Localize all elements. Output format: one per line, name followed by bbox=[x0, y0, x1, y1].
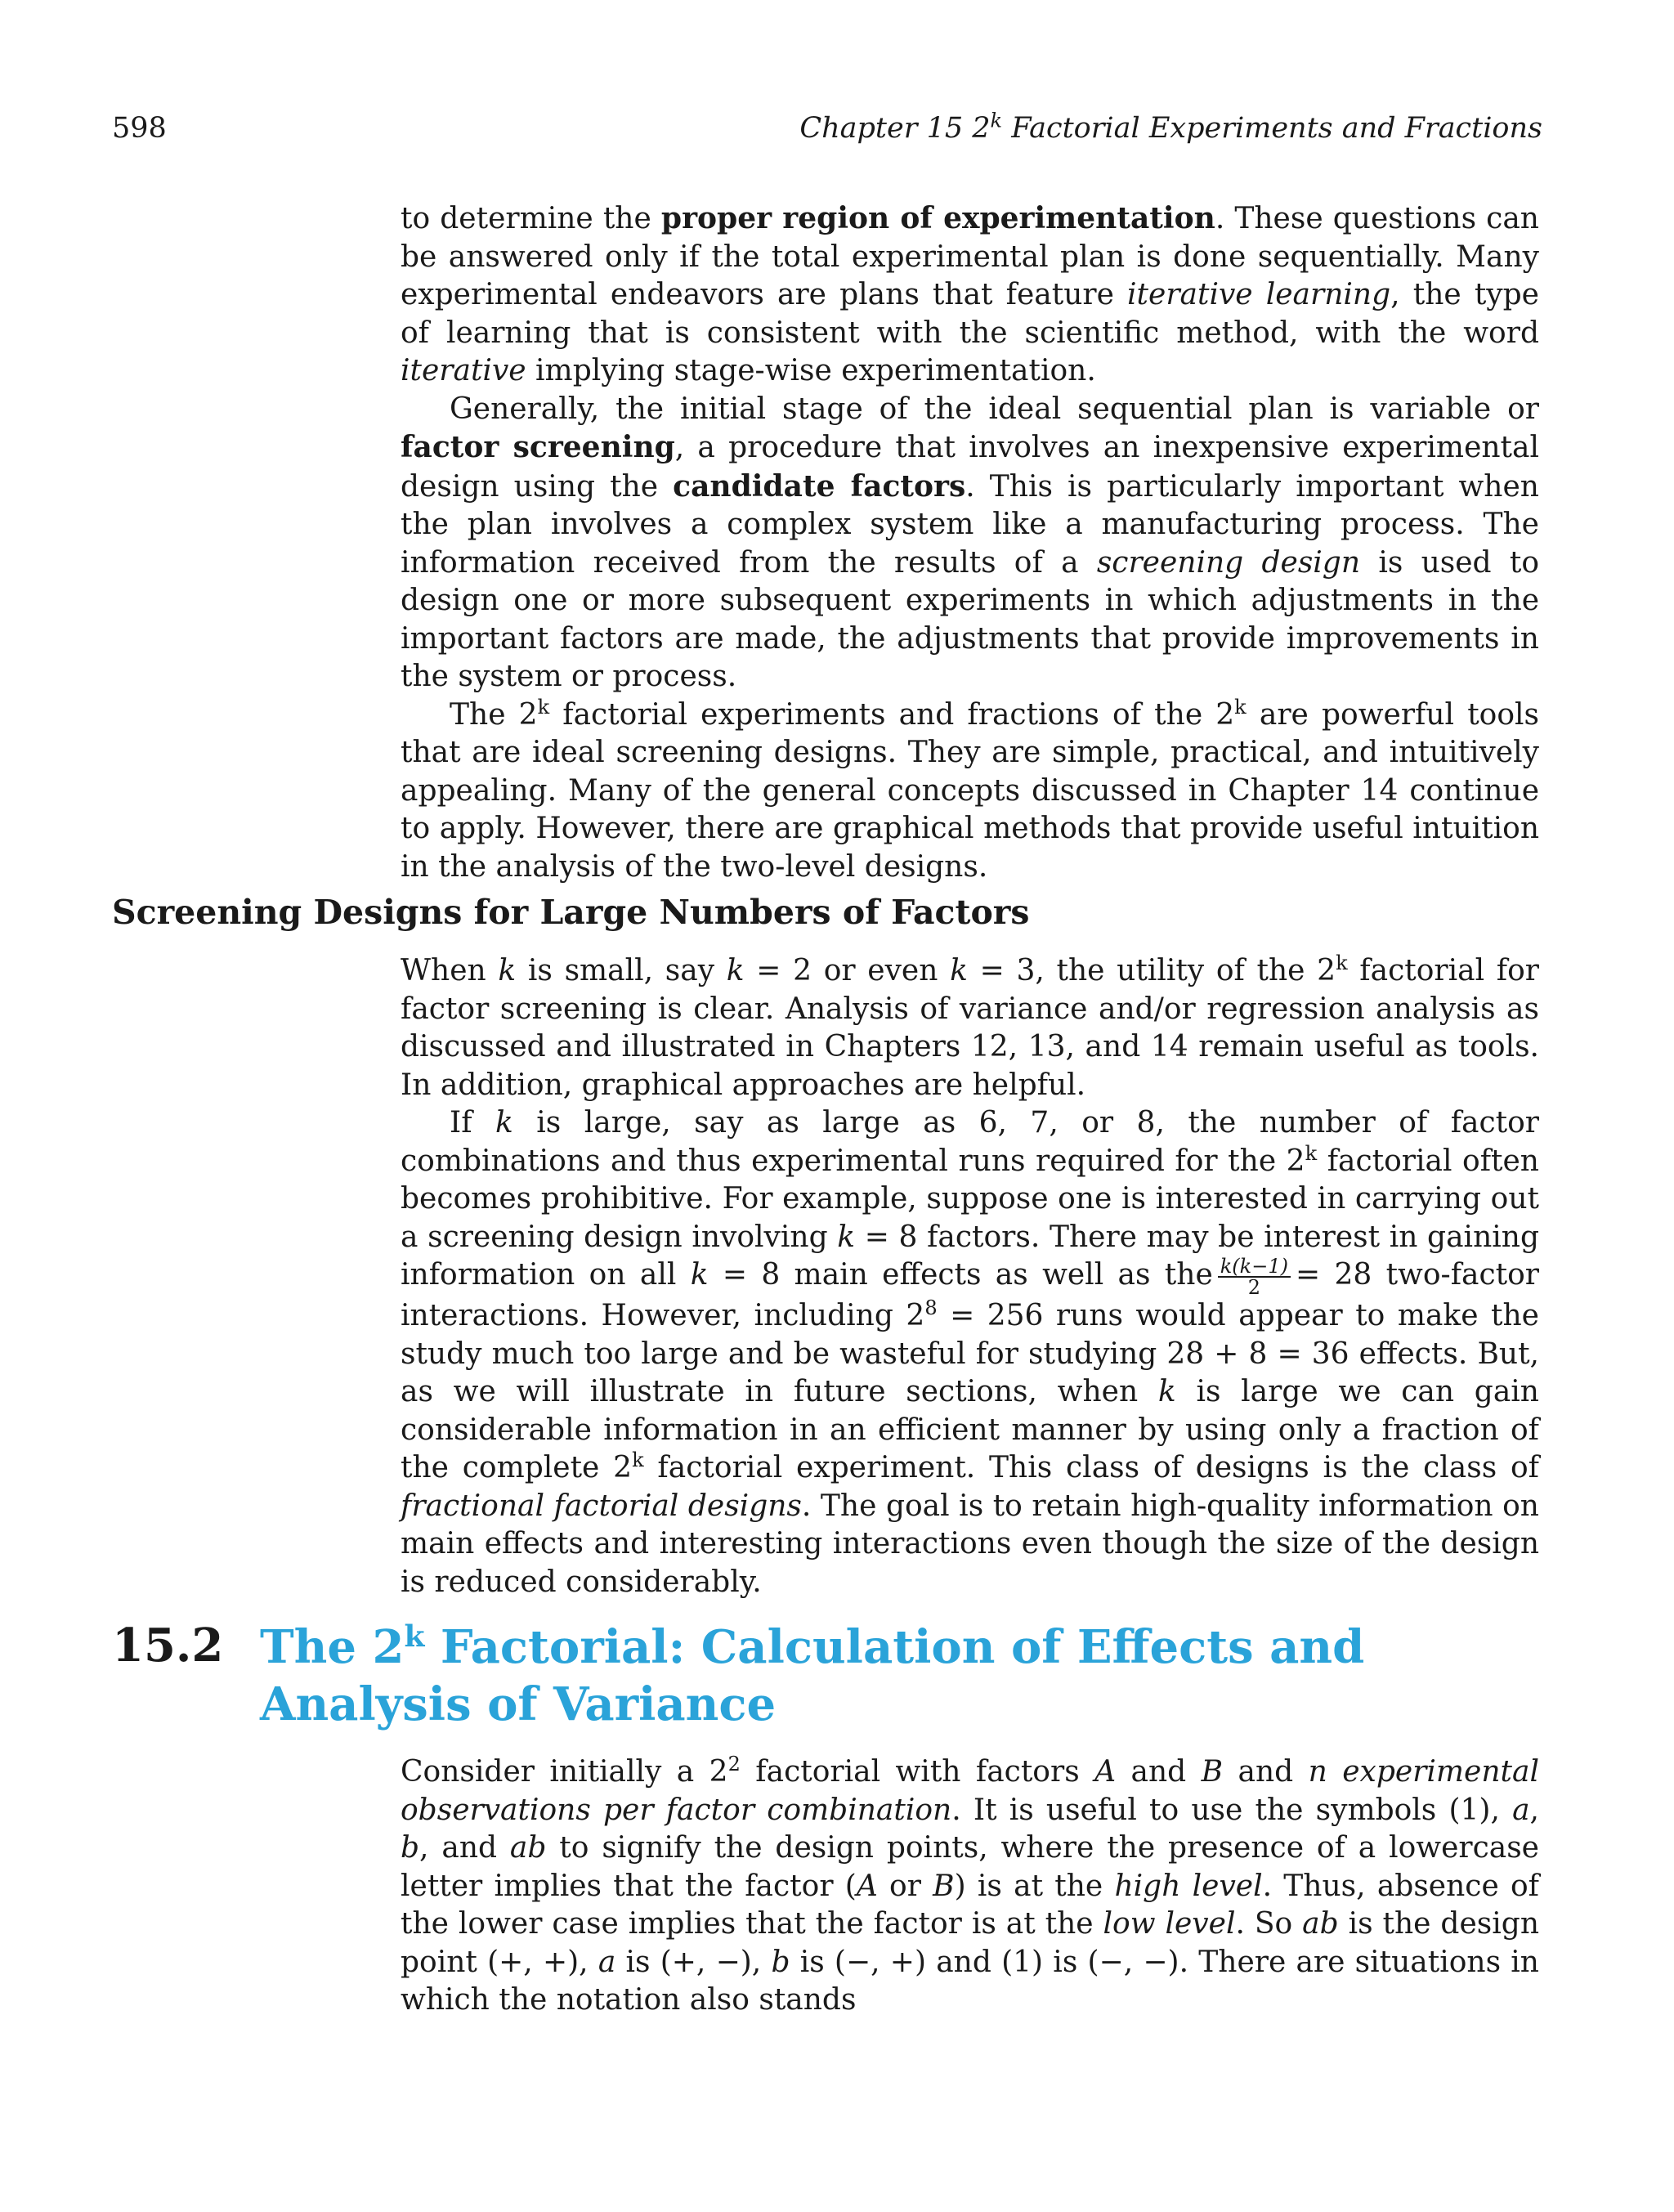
text-run: ) is at the bbox=[954, 1869, 1115, 1903]
text-run: Consider initially a 2 bbox=[401, 1755, 728, 1789]
text-run: , the type of learning that is consistent with the scientific method, with the word bbox=[401, 278, 1539, 350]
text-run: , a procedure that involves an inexpensive experimental design using the bbox=[401, 431, 1540, 504]
math-var: ab bbox=[1302, 1907, 1339, 1941]
math-var: k bbox=[498, 954, 517, 987]
fraction bbox=[1218, 1256, 1291, 1297]
text-run: or bbox=[877, 1869, 933, 1903]
running-head-suffix: Factorial Experiments and Fractions bbox=[1002, 112, 1542, 145]
text-run: If bbox=[450, 1106, 495, 1140]
text-run: = 256 runs would appear to make the study much too large and be wasteful for studying 28 + 8 = 36 effects. But, as we will illustrate in future sections, when bbox=[401, 1299, 1539, 1408]
text-run: . Thus, absence of the lower case implies that the factor is at the bbox=[401, 1869, 1539, 1941]
text-run: Factorial: Calculation of Effects and Analysis of Variance bbox=[260, 1620, 1365, 1731]
text-run: to signify the design points, where the presence of a lowercase letter implies that the factor ( bbox=[401, 1831, 1539, 1903]
text-run: are powerful tools that are ideal screening designs. They are simple, practical, and intuitively appealing. Many of the general concepts discussed in Chapter 14 continue to apply. However, there are graphical methods that provide useful intuition in the analysis of the two-level designs. bbox=[401, 697, 1539, 884]
text-run: . These questions can be answered only if the total experimental plan is done sequentially. Many experimental endeavors are plans that feature bbox=[401, 202, 1539, 311]
italic-term: fractional factorial designs bbox=[401, 1489, 802, 1523]
exponent: k bbox=[404, 1619, 425, 1655]
text-run: The 2 bbox=[450, 697, 538, 732]
intro-paragraph-2 bbox=[401, 391, 1539, 696]
text-run: factorial often becomes prohibitive. For example, suppose one is interested in carrying out a screening design involving bbox=[401, 1144, 1539, 1254]
bold-term: proper region of experimentation bbox=[660, 201, 1215, 235]
math-var: k bbox=[690, 1258, 709, 1292]
text-run: is large, say as large as 6, 7, or 8, the number of factor combinations and thus experimental runs required for the 2 bbox=[401, 1106, 1539, 1178]
intro-paragraph-1 bbox=[401, 199, 1539, 391]
text-run: . This is particularly important when the plan involves a complex system like a manufacturing process. The information received from the results of a bbox=[401, 469, 1539, 580]
section-number: 15.2 bbox=[112, 1619, 224, 1672]
text-run: = 28 two-factor interactions. However, including 2 bbox=[401, 1258, 1540, 1332]
text-run: = 8 main effects as well as the bbox=[708, 1258, 1213, 1292]
subsection-heading: Screening Designs for Large Numbers of Factors bbox=[112, 893, 1030, 932]
exponent: k bbox=[1305, 1141, 1318, 1165]
italic-term: n experimental observations per factor combination bbox=[401, 1755, 1539, 1827]
text-run: and bbox=[1116, 1755, 1202, 1789]
running-head-exponent: k bbox=[990, 109, 1003, 132]
math-var: k bbox=[837, 1220, 856, 1254]
page-header bbox=[112, 108, 1542, 149]
text-run: is used to design one or more subsequent experiments in which adjustments in the important factors are made, the adjustments that provide improvements in the system or process. bbox=[401, 545, 1539, 693]
page-number: 598 bbox=[112, 112, 167, 145]
text-run: . So bbox=[1235, 1907, 1303, 1941]
text-run: = 3, the utility of the 2 bbox=[967, 954, 1336, 987]
text-run: . It is useful to use the symbols (1), bbox=[951, 1793, 1513, 1827]
text-run: is (−, +) and (1) is (−, −). There are situations in which the notation also stands bbox=[401, 1945, 1539, 2017]
text-run: factorial with factors bbox=[740, 1755, 1095, 1789]
text-run: = 8 factors. There may be interest in gaining information on all bbox=[401, 1220, 1540, 1292]
exponent: 2 bbox=[727, 1753, 741, 1775]
text-run: factorial experiment. This class of designs is the class of bbox=[643, 1451, 1539, 1484]
italic-term: iterative bbox=[401, 354, 526, 387]
text-run: implying stage-wise experimentation. bbox=[526, 354, 1096, 387]
math-var: b bbox=[771, 1945, 790, 1979]
math-var: a bbox=[1512, 1793, 1530, 1827]
math-var: A bbox=[856, 1869, 878, 1903]
bold-term: candidate factors bbox=[673, 468, 966, 504]
exponent: 8 bbox=[924, 1296, 938, 1319]
fraction-denominator: 2 bbox=[1247, 1276, 1260, 1299]
text-run: is small, say bbox=[516, 954, 727, 987]
text-run: , bbox=[1529, 1793, 1539, 1827]
text-run: to determine the bbox=[401, 202, 661, 235]
running-head-prefix: Chapter 15 2 bbox=[799, 112, 991, 145]
italic-term: low level bbox=[1103, 1907, 1236, 1941]
exponent: k bbox=[1336, 952, 1348, 974]
text-run: . The goal is to retain high-quality information on main effects and interesting interactions even though the size of the design is reduced considerably. bbox=[401, 1489, 1539, 1599]
exponent: k bbox=[632, 1449, 644, 1471]
text-run: and bbox=[1223, 1755, 1309, 1789]
fraction-numerator: k(k−1) bbox=[1218, 1256, 1291, 1278]
text-run: factorial experiments and fractions of the 2 bbox=[549, 697, 1235, 732]
text-run: is large we can gain considerable information in an efficient manner by using only a fraction of the complete 2 bbox=[401, 1375, 1539, 1484]
math-var: a bbox=[598, 1945, 616, 1979]
math-var: A bbox=[1094, 1755, 1117, 1789]
section-title bbox=[260, 1619, 1543, 1733]
text-run: factorial for factor screening is clear. Analysis of variance and/or regression analysis as discussed and illustrated in Chapters 12, 13, and 14 remain useful as tools. In addition, graphical approaches are helpful. bbox=[401, 954, 1539, 1102]
text-run: = 2 or even bbox=[744, 954, 951, 987]
running-head bbox=[799, 108, 1542, 149]
text-run: is the design point (+, +), bbox=[401, 1907, 1540, 1979]
text-run: The 2 bbox=[260, 1620, 405, 1674]
math-var: k bbox=[495, 1106, 513, 1140]
exponent: k bbox=[537, 695, 550, 719]
math-var: k bbox=[726, 954, 745, 987]
intro-paragraph-3 bbox=[401, 696, 1539, 887]
exponent: k bbox=[1234, 695, 1247, 719]
italic-term: iterative learning bbox=[1127, 278, 1391, 311]
math-var: k bbox=[950, 954, 968, 987]
text-run: Generally, the initial stage of the ideal sequential plan is variable or bbox=[450, 392, 1539, 426]
screening-paragraph-2 bbox=[401, 1104, 1539, 1601]
intro-text bbox=[401, 199, 1539, 886]
section-text bbox=[401, 1753, 1539, 2020]
text-run: is (+, −), bbox=[615, 1945, 772, 1979]
italic-term: high level bbox=[1114, 1869, 1263, 1903]
text-run: , and bbox=[419, 1831, 510, 1865]
screening-text bbox=[401, 952, 1539, 1601]
bold-term: factor screening bbox=[401, 430, 675, 464]
math-var: k bbox=[1157, 1375, 1176, 1408]
math-var: b bbox=[401, 1831, 420, 1865]
math-var: B bbox=[933, 1869, 955, 1903]
math-var: ab bbox=[509, 1831, 547, 1865]
screening-paragraph-1 bbox=[401, 952, 1539, 1104]
italic-term: screening design bbox=[1096, 545, 1361, 580]
text-run: When bbox=[401, 954, 499, 987]
section-paragraph-1 bbox=[401, 1753, 1539, 2020]
math-var: B bbox=[1201, 1755, 1224, 1789]
